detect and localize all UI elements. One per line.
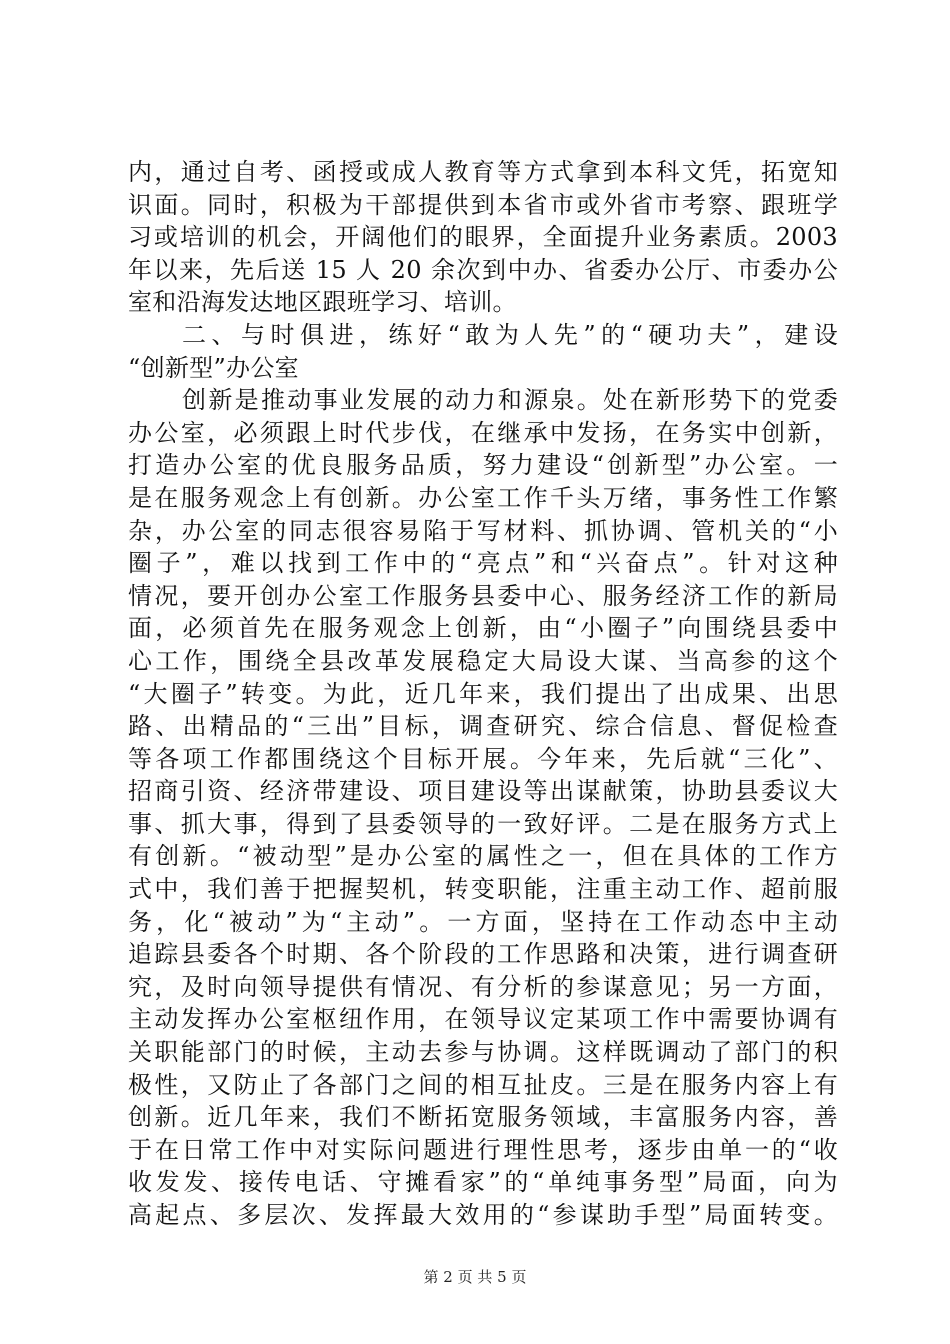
- text-line: 办公室，必须跟上时代步伐，在继承中发扬，在务实中创新，: [128, 418, 838, 447]
- text-line: 式中，我们善于把握契机，转变职能，注重主动工作、超前服: [128, 875, 838, 904]
- text-line: 招商引资、经济带建设、项目建设等出谋献策，协助县委议大: [128, 777, 838, 806]
- text-line: 打造办公室的优良服务品质，努力建设“创新型”办公室。一: [128, 451, 838, 480]
- page-number-footer: 第 2 页 共 5 页: [423, 1268, 527, 1286]
- paragraph-continuation: [128, 156, 838, 319]
- text-line: 等各项工作都围绕这个目标开展。今年来，先后就“三化”、: [128, 744, 838, 773]
- text-line: 收发发、接传电话、守摊看家”的“单纯事务型”局面，向为: [128, 1168, 838, 1197]
- text-line: 圈子”，难以找到工作中的“亮点”和“兴奋点”。针对这种: [128, 549, 838, 578]
- text-line: 究，及时向领导提供有情况、有分析的参谋意见；另一方面，: [128, 972, 838, 1001]
- text-line: 面，必须首先在服务观念上创新，由“小圈子”向围绕县委中: [128, 614, 838, 643]
- text-line: 创新是推动事业发展的动力和源泉。处在新形势下的党委: [182, 386, 838, 415]
- text-line: 室和沿海发达地区跟班学习、培训。: [128, 288, 517, 317]
- text-line: 识面。同时，积极为干部提供到本省市或外省市考察、跟班学: [128, 190, 838, 219]
- text-line: 追踪县委各个时期、各个阶段的工作思路和决策，进行调查研: [128, 940, 838, 969]
- text-line: 杂，办公室的同志很容易陷于写材料、抓协调、管机关的“小: [128, 516, 838, 545]
- text-line: 有创新。“被动型”是办公室的属性之一，但在具体的工作方: [128, 842, 838, 871]
- section-heading-2: [128, 319, 838, 384]
- text-line: 高起点、多层次、发挥最大效用的“参谋助手型”局面转变。: [128, 1201, 838, 1229]
- text-line: 关职能部门的时候，主动去参与协调。这样既调动了部门的积: [128, 1038, 838, 1067]
- text-line: 创新。近几年来，我们不断拓宽服务领域，丰富服务内容，善: [128, 1103, 838, 1132]
- text-line: 内，通过自考、函授或成人教育等方式拿到本科文凭，拓宽知: [128, 158, 838, 186]
- text-line: 主动发挥办公室枢纽作用，在领导议定某项工作中需要协调有: [128, 1005, 838, 1034]
- text-line: “大圈子”转变。为此，近几年来，我们提出了出成果、出思: [128, 679, 838, 708]
- paragraph-innovation: [128, 384, 838, 1231]
- text-line: 情况，要开创办公室工作服务县委中心、服务经济工作的新局: [128, 581, 838, 610]
- text-line: 路、出精品的“三出”目标，调查研究、综合信息、督促检查: [128, 712, 838, 741]
- text-line: 年以来，先后送 15 人 20 余次到中办、省委办公厅、市委办公: [128, 255, 838, 284]
- text-line: 是在服务观念上有创新。办公室工作千头万绪，事务性工作繁: [128, 483, 838, 512]
- text-line: 于在日常工作中对实际问题进行理性思考，逐步由单一的“收: [128, 1135, 838, 1164]
- text-line: 极性，又防止了各部门之间的相互扯皮。三是在服务内容上有: [128, 1070, 838, 1099]
- text-line: 事、抓大事，得到了县委领导的一致好评。二是在服务方式上: [128, 809, 838, 838]
- text-line: “创新型”办公室: [128, 353, 299, 382]
- text-line: 习或培训的机会，开阔他们的眼界，全面提升业务素质。2003: [128, 223, 838, 252]
- text-line: 务，化“被动”为“主动”。一方面，坚持在工作动态中主动: [128, 907, 838, 936]
- text-line: 二、与时俱进，练好“敢为人先”的“硬功夫”，建设: [182, 320, 838, 349]
- text-line: 心工作，围绕全县改革发展稳定大局设大谋、当高参的这个: [128, 646, 838, 675]
- body-text: [128, 156, 838, 1232]
